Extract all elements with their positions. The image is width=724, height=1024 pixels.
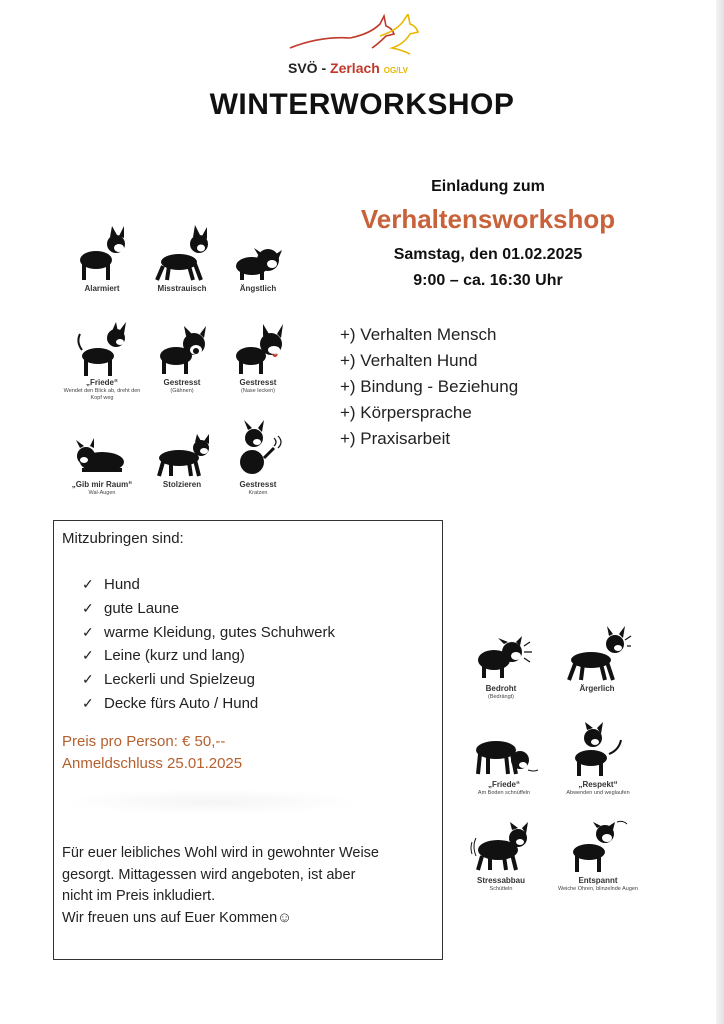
dog-cell	[456, 728, 552, 797]
dog-relaxed-icon	[565, 816, 631, 876]
dog-cell	[222, 222, 294, 294]
dog-threatened-icon	[468, 624, 534, 684]
checkmark-icon: ✓	[82, 671, 94, 688]
dog-label: Bedroht	[485, 684, 517, 693]
dog-label: Gestresst	[239, 378, 277, 387]
dog-angry-icon	[561, 624, 633, 684]
dog-label: Stolzieren	[162, 480, 202, 489]
dog-cell	[62, 432, 142, 497]
logo-text	[288, 60, 408, 76]
dog-label: Ärgerlich	[579, 684, 615, 693]
dog-label: Ängstlich	[239, 284, 277, 293]
dog-label: Entspannt	[578, 876, 618, 885]
scan-smudge	[62, 789, 362, 815]
checklist-item	[82, 597, 335, 621]
dog-cell	[142, 222, 222, 294]
dog-stressed-yawn-icon	[152, 320, 212, 378]
dog-fearful-icon	[230, 222, 286, 284]
checklist-item	[82, 692, 335, 716]
dog-stressed-lick-icon	[229, 320, 287, 378]
dog-label: Alarmiert	[84, 284, 120, 293]
dog-peace-icon	[72, 320, 132, 378]
checkmark-icon: ✓	[82, 576, 94, 592]
event-time: 9:00 – ca. 16:30 Uhr	[413, 272, 563, 289]
page-edge-shadow	[716, 0, 724, 1024]
checklist-item-label: Decke fürs Auto / Hund	[104, 694, 259, 712]
checklist-item-label: Leine (kurz und lang)	[104, 647, 245, 665]
dog-label: „Friede“	[487, 780, 520, 789]
dog-sublabel: Wendet den Blick ab, dreht den Kopf weg	[63, 388, 141, 401]
bring-box	[53, 520, 443, 960]
dog-label: Gestresst	[163, 378, 201, 387]
topic-item: +) Verhalten Mensch	[340, 325, 497, 344]
dog-suspicious-icon	[151, 222, 213, 284]
registration-deadline: Anmeldschluss 25.01.2025	[62, 755, 243, 772]
dog-cell	[552, 720, 644, 797]
dog-silhouette-logo-icon	[280, 14, 440, 64]
closing-line: nicht im Preis inkludiert.	[62, 888, 216, 904]
dog-cell	[142, 320, 222, 395]
dog-sublabel: Weiche Ohren, blinzelnde Augen	[557, 886, 638, 892]
page-title: WINTERWORKSHOP	[209, 88, 515, 121]
dog-sublabel: Schütteln	[489, 886, 513, 892]
dog-sublabel: (Gähnen)	[170, 388, 194, 394]
dog-sublabel: Wal-Augen	[88, 490, 116, 496]
bring-checklist	[82, 573, 335, 716]
dog-label: Misstrauisch	[157, 284, 207, 293]
dog-stressed-scratch-icon	[230, 418, 286, 480]
topic-item: +) Praxisarbeit	[340, 429, 451, 448]
dog-label: Gestresst	[239, 480, 277, 489]
dog-cell	[142, 432, 222, 490]
event-date: Samstag, den 01.02.2025	[393, 246, 583, 263]
checkmark-icon: ✓	[82, 623, 94, 640]
checkmark-icon: ✓	[82, 647, 94, 664]
dog-cell	[62, 222, 142, 294]
checkmark-icon: ✓	[82, 599, 94, 616]
dog-sublabel: (Bedrängt)	[488, 694, 514, 700]
closing-text	[62, 843, 434, 929]
closing-line: gesorgt. Mittagessen wird angeboten, ist aber	[62, 866, 356, 883]
checklist-item	[82, 668, 335, 692]
dog-cell	[552, 624, 642, 694]
dog-cell	[62, 320, 142, 402]
topic-list	[340, 322, 518, 452]
club-logo	[280, 14, 440, 84]
topic-item: +) Verhalten Hund	[340, 351, 478, 370]
dog-cell	[222, 320, 294, 395]
topic-item: +) Körpersprache	[340, 403, 472, 422]
dog-cell	[552, 816, 644, 893]
closing-line: Wir freuen uns auf Euer Kommen☺	[62, 909, 292, 926]
dog-cell	[222, 418, 294, 497]
dog-cell	[456, 820, 546, 893]
checkmark-icon: ✓	[82, 694, 94, 711]
logo-ogv: OG/LV	[383, 66, 409, 75]
dog-cell	[456, 624, 546, 701]
checklist-item	[82, 644, 335, 668]
bring-heading: Mitzubringen sind:	[62, 530, 184, 547]
logo-svo: SVÖ -	[288, 60, 331, 76]
dog-label: „Gib mir Raum“	[71, 480, 133, 489]
checklist-item-label: Hund	[104, 576, 140, 593]
dog-alert-icon	[72, 222, 132, 284]
dog-sublabel: Abwenden und weglaufen	[566, 790, 630, 796]
dog-sublabel: (Nase lecken)	[241, 388, 275, 394]
dog-shaking-icon	[468, 820, 534, 876]
dog-respect-icon	[565, 720, 631, 780]
workshop-headline: Verhaltensworkshop	[360, 204, 616, 234]
dog-sublabel: Am Boden schnüffeln	[477, 790, 531, 796]
dog-label: Stressabbau	[476, 876, 526, 885]
checklist-item	[82, 573, 335, 597]
dog-label: „Friede“	[85, 378, 118, 387]
checklist-item	[82, 621, 335, 645]
dog-strutting-icon	[149, 432, 215, 480]
dog-sublabel: Kratzen	[248, 490, 268, 496]
logo-zerlach: Zerlach	[330, 60, 380, 76]
price-per-person: Preis pro Person: € 50,--	[62, 733, 226, 750]
topic-item: +) Bindung - Beziehung	[340, 377, 519, 396]
checklist-item-label: gute Laune	[104, 599, 180, 617]
closing-line: Für euer leibliches Wohl wird in gewohnter Weise	[62, 845, 379, 861]
checklist-item-label: Leckerli und Spielzeug	[104, 671, 255, 689]
dog-label: „Respekt“	[578, 780, 618, 789]
checklist-item-label: warme Kleidung, gutes Schuhwerk	[104, 623, 335, 641]
invitation-line: Einladung zum	[431, 178, 545, 195]
dog-give-space-icon	[72, 432, 132, 480]
dog-sniffing-icon	[468, 728, 540, 780]
